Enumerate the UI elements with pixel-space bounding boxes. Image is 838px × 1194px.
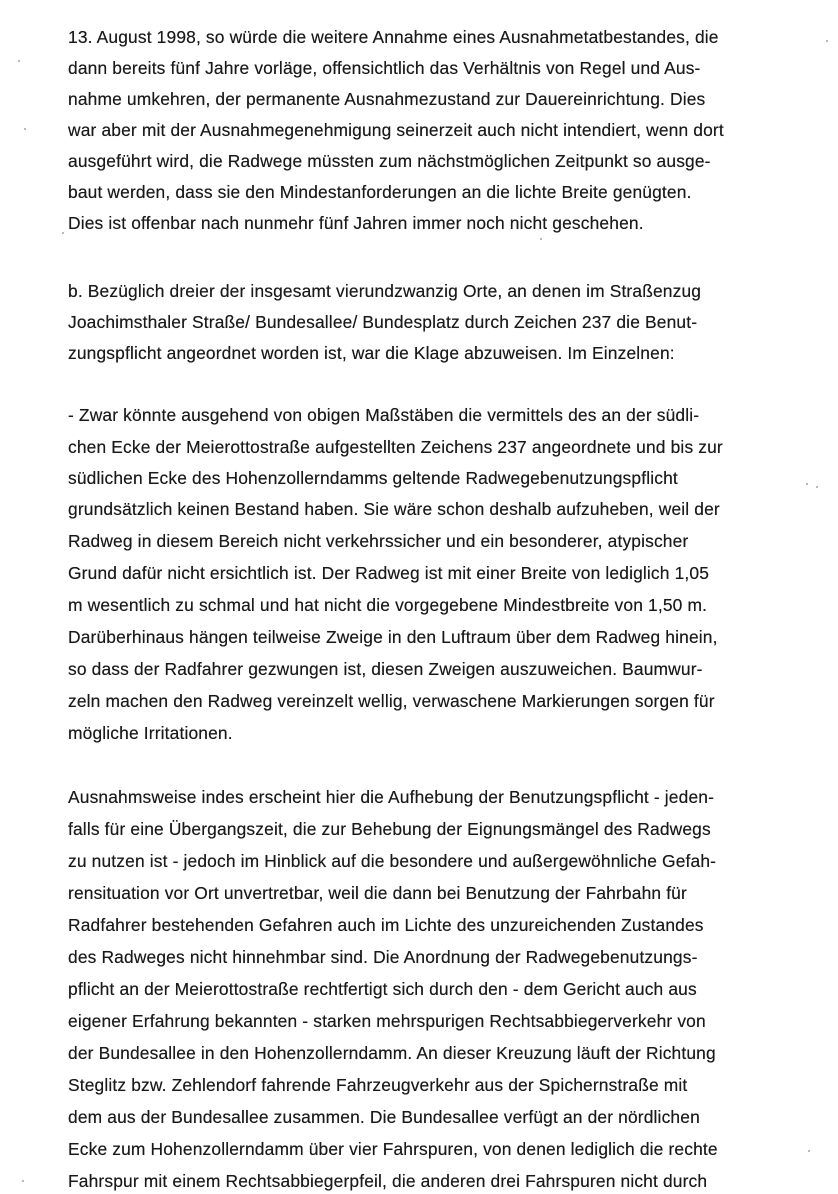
text-line: Grund dafür nicht ersichtlich ist. Der Radweg ist mit einer Breite von lediglich 1,05 <box>68 563 710 583</box>
text-line: zeln machen den Radweg vereinzelt wellig, verwaschene Markierungen sorgen für <box>68 691 715 711</box>
text-line: Steglitz bzw. Zehlendorf fahrende Fahrzeugverkehr aus der Spichernstraße mit <box>68 1075 688 1095</box>
text-line: Ausnahmsweise indes erscheint hier die Aufhebung der Benutzungspflicht - jeden- <box>68 787 715 807</box>
text-line: der Bundesallee in den Hohenzollerndamm. An dieser Kreuzung läuft der Richtung <box>68 1043 716 1063</box>
text-line: südlichen Ecke des Hohenzollerndamms geltende Radwegebenutzungspflicht <box>68 468 678 488</box>
text-line: dann bereits fünf Jahre vorläge, offensichtlich das Verhältnis von Regel und Aus- <box>68 58 701 78</box>
text-line: eigener Erfahrung bekannten - starken mehrspurigen Rechtsabbiegerverkehr von <box>68 1011 706 1031</box>
text-line: grundsätzlich keinen Bestand haben. Sie wäre schon deshalb aufzuheben, weil der <box>68 499 720 519</box>
scan-speck <box>808 1150 810 1152</box>
text-line: rensituation vor Ort unvertretbar, weil die dann bei Benutzung der Fahrbahn für <box>68 883 687 903</box>
text-line: war aber mit der Ausnahmegenehmigung seinerzeit auch nicht intendiert, wenn dort <box>68 120 724 140</box>
scan-speck <box>18 60 20 62</box>
scan-speck <box>806 483 808 485</box>
text-line: Radfahrer bestehenden Gefahren auch im Lichte des unzureichenden Zustandes <box>68 915 704 935</box>
text-line: so dass der Radfahrer gezwungen ist, diesen Zweigen auszuweichen. Baumwur- <box>68 659 703 679</box>
text-line: Darüberhinaus hängen teilweise Zweige in den Luftraum über dem Radweg hinein, <box>68 627 718 647</box>
text-line: Fahrspur mit einem Rechtsabbiegerpfeil, die anderen drei Fahrspuren nicht durch <box>68 1171 708 1191</box>
text-line: Joachimsthaler Straße/ Bundesallee/ Bundesplatz durch Zeichen 237 die Benut- <box>68 312 698 332</box>
text-line: mögliche Irritationen. <box>68 723 233 743</box>
text-line: 13. August 1998, so würde die weitere Annahme eines Ausnahmetatbestandes, die <box>68 27 719 47</box>
scan-speck <box>816 486 818 488</box>
scan-speck <box>540 238 542 240</box>
text-line: Dies ist offenbar nach nunmehr fünf Jahren immer noch nicht geschehen. <box>68 213 644 233</box>
text-line: des Radweges nicht hinnehmbar sind. Die Anordnung der Radwegebenutzungs- <box>68 947 698 967</box>
text-line: baut werden, dass sie den Mindestanforderungen an die lichte Breite genügten. <box>68 182 692 202</box>
text-line: zungspflicht angeordnet worden ist, war die Klage abzuweisen. Im Einzelnen: <box>68 343 675 363</box>
text-line: chen Ecke der Meierottostraße aufgestellten Zeichens 237 angeordnete und bis zur <box>68 437 723 457</box>
scan-speck <box>22 1180 24 1182</box>
text-line: ausgeführt wird, die Radwege müssten zum nächstmöglichen Zeitpunkt so ausge- <box>68 151 711 171</box>
scan-speck <box>62 232 64 234</box>
text-line: dem aus der Bundesallee zusammen. Die Bundesallee verfügt an der nördlichen <box>68 1107 700 1127</box>
text-line: falls für eine Übergangszeit, die zur Behebung der Eignungsmängel des Radwegs <box>68 819 711 839</box>
text-line: zu nutzen ist - jedoch im Hinblick auf die besondere und außergewöhnliche Gefah- <box>68 851 717 871</box>
text-line: Ecke zum Hohenzollerndamm über vier Fahrspuren, von denen lediglich die rechte <box>68 1139 718 1159</box>
scan-speck <box>24 128 26 130</box>
text-line: - Zwar könnte ausgehend von obigen Maßstäben die vermittels des an der südli- <box>68 405 700 425</box>
scan-speck <box>826 40 828 42</box>
text-line: b. Bezüglich dreier der insgesamt vierundzwanzig Orte, an denen im Straßenzug <box>68 281 702 301</box>
text-line: nahme umkehren, der permanente Ausnahmezustand zur Dauereinrichtung. Dies <box>68 89 706 109</box>
text-line: m wesentlich zu schmal und hat nicht die vorgegebene Mindestbreite von 1,50 m. <box>68 595 708 615</box>
text-line: pflicht an der Meierottostraße rechtfertigt sich durch den - dem Gericht auch aus <box>68 979 697 999</box>
text-line: Radweg in diesem Bereich nicht verkehrssicher und ein besonderer, atypischer <box>68 531 689 551</box>
